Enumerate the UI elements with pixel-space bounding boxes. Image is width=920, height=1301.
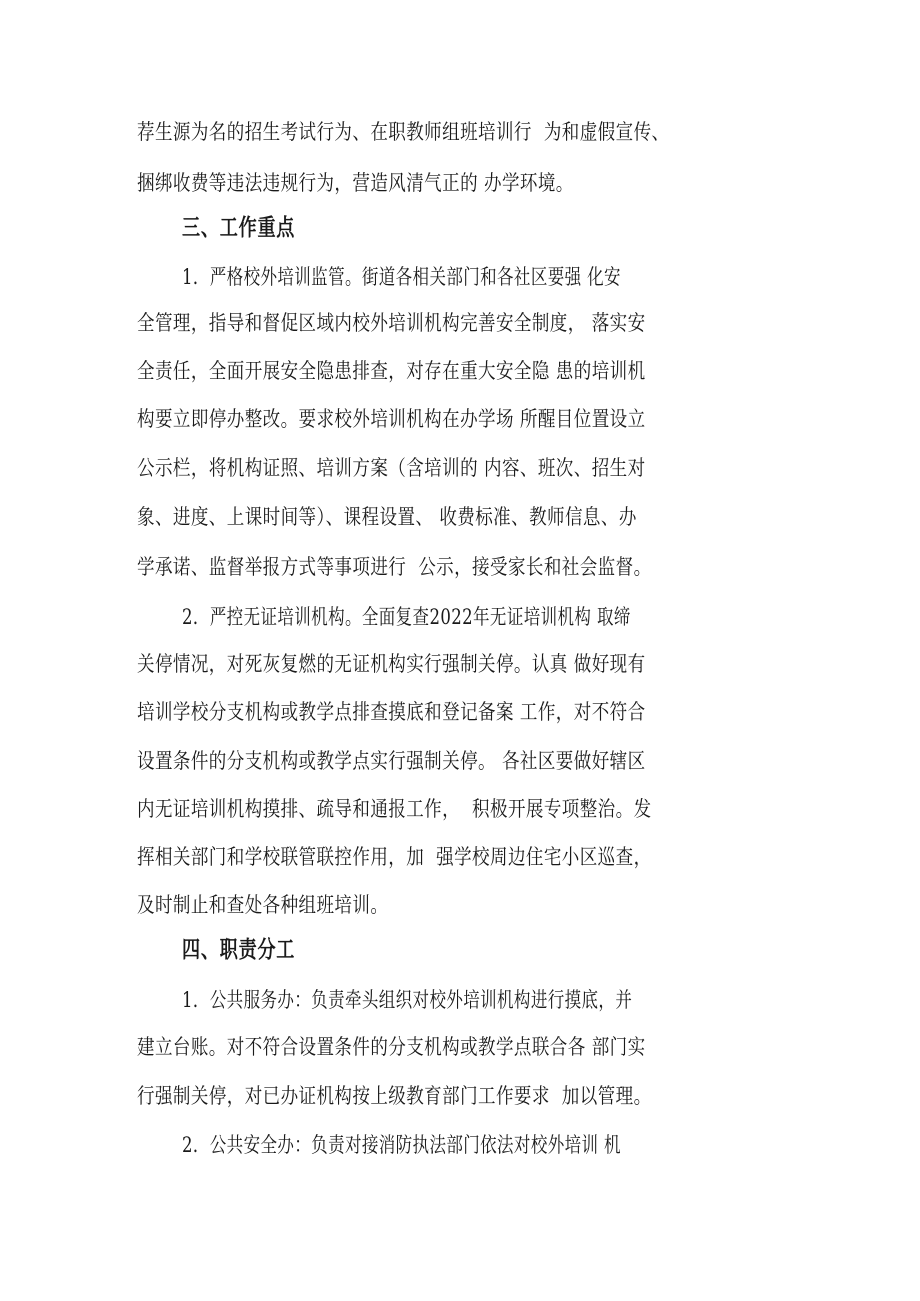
- text-line-14: 设置条件的分支机构或教学点实行强制关停。 各社区要做好辖区: [137, 749, 646, 773]
- text-line-19: 1．公共服务办：负责牵头组织对校外培训机构进行摸底，并: [182, 988, 633, 1012]
- text-line-7: 构要立即停办整改。要求校外培训机构在办学场 所醒目位置设立: [137, 407, 646, 431]
- text-line-13: 培训学校分支机构或教学点排查摸底和登记备案 工作，对不符合: [137, 700, 646, 724]
- text-line-16: 挥相关部门和学校联管联控作用，加 强学校周边住宅小区巡查，: [137, 845, 652, 869]
- text-line-6: 全责任，全面开展安全隐患排查，对存在重大安全隐 患的培训机: [137, 359, 646, 383]
- text-line-22: 2．公共安全办：负责对接消防执法部门依法对校外培训 机: [182, 1133, 621, 1157]
- text-line-15: 内无证培训机构摸排、疏导和通报工作， 积极开展专项整治。发: [137, 797, 652, 821]
- section-heading-3: 三、工作重点: [182, 215, 296, 241]
- text-line-1: 荐生源为名的招生考试行为、在职教师组班培训行 为和虚假宣传、: [137, 120, 670, 144]
- section-heading-18: 四、职责分工: [182, 937, 296, 963]
- text-line-11: 2．严控无证培训机构。全面复查2022年无证培训机构 取缔: [182, 605, 631, 629]
- text-line-9: 象、进度、上课时间等）、课程设置、 收费标准、教师信息、办: [137, 505, 637, 529]
- text-line-8: 公示栏，将机构证照、培训方案（含培训的 内容、班次、招生对: [137, 456, 646, 480]
- text-line-17: 及时制止和查处各种组班培训。: [137, 893, 389, 917]
- text-line-21: 行强制关停，对已办证机构按上级教育部门工作要求 加以管理。: [137, 1084, 652, 1108]
- text-line-2: 捆绑收费等违法违规行为，营造风清气正的 办学环境。: [137, 171, 574, 195]
- text-line-4: 1．严格校外培训监管。街道各相关部门和各社区要强 化安: [182, 265, 621, 289]
- text-line-10: 学承诺、监督举报方式等事项进行 公示，接受家长和社会监督。: [137, 555, 652, 579]
- text-line-20: 建立台账。对不符合设置条件的分支机构或教学点联合各 部门实: [137, 1035, 646, 1059]
- text-line-12: 关停情况，对死灰复燃的无证机构实行强制关停。认真 做好现有: [137, 652, 646, 676]
- text-line-5: 全管理，指导和督促区域内校外培训机构完善安全制度， 落实安: [137, 311, 646, 335]
